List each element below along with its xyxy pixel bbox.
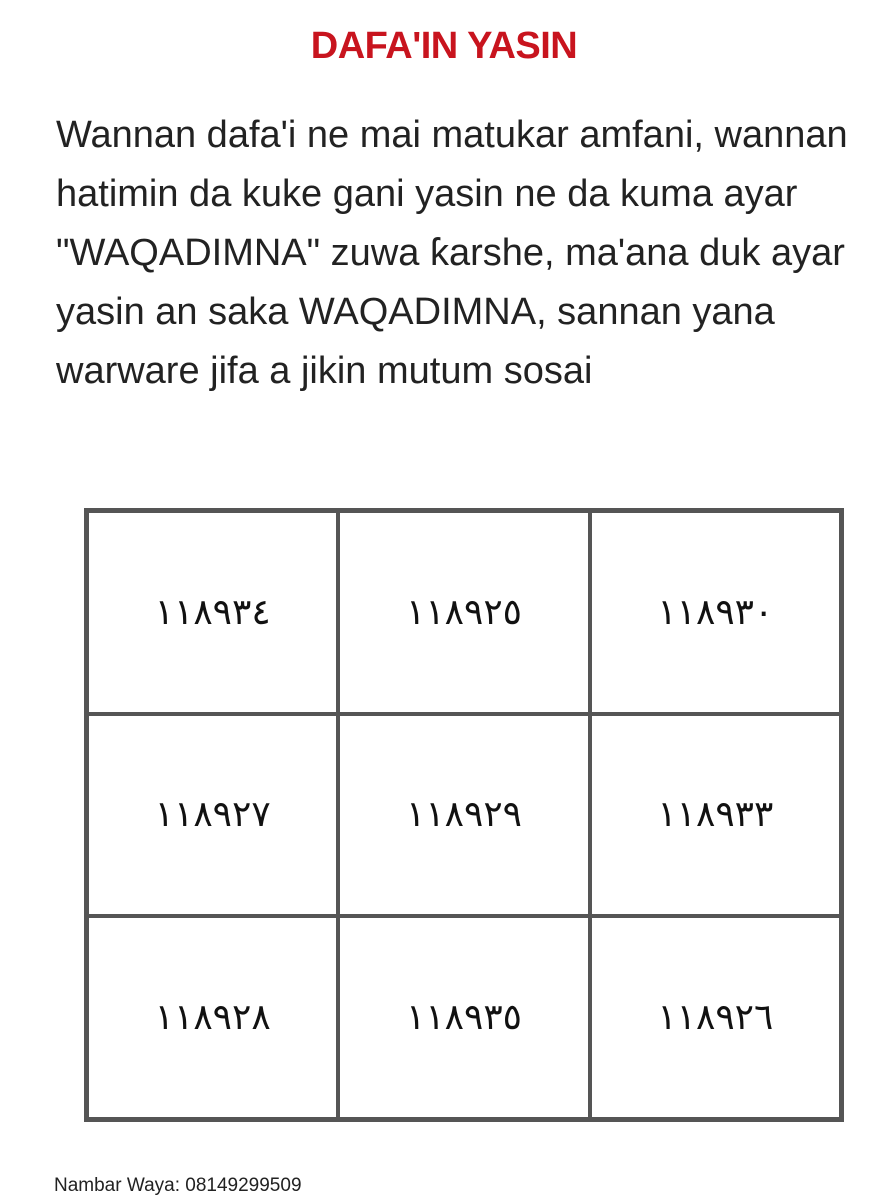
grid-cell: ١١٨٩٢٧: [87, 714, 338, 917]
page-title: DAFA'IN YASIN: [310, 25, 578, 67]
grid-cell: ١١٨٩٢٥: [338, 511, 589, 714]
grid-cell: ١١٨٩٣٠: [590, 511, 841, 714]
grid-cell: ١١٨٩٢٩: [338, 714, 589, 917]
description-paragraph: Wannan dafa'i ne mai matukar amfani, wannan hatimin da kuke gani yasin ne da kuma ayar "WAQADIMNA" zuwa ƙarshe, ma'ana duk ayar yasin an saka WAQADIMNA, sannan yana warware jifa a jikin mutum sosai: [56, 114, 848, 392]
grid-cell: ١١٨٩٢٦: [590, 916, 841, 1119]
grid-cell: ١١٨٩٢٨: [87, 916, 338, 1119]
number-grid: [84, 508, 844, 1122]
grid-cell: ١١٨٩٣٥: [338, 916, 589, 1119]
grid-cell: ١١٨٩٣٤: [87, 511, 338, 714]
grid-cell: ١١٨٩٣٣: [590, 714, 841, 917]
phone-number: Nambar Waya: 08149299509: [54, 1175, 302, 1196]
